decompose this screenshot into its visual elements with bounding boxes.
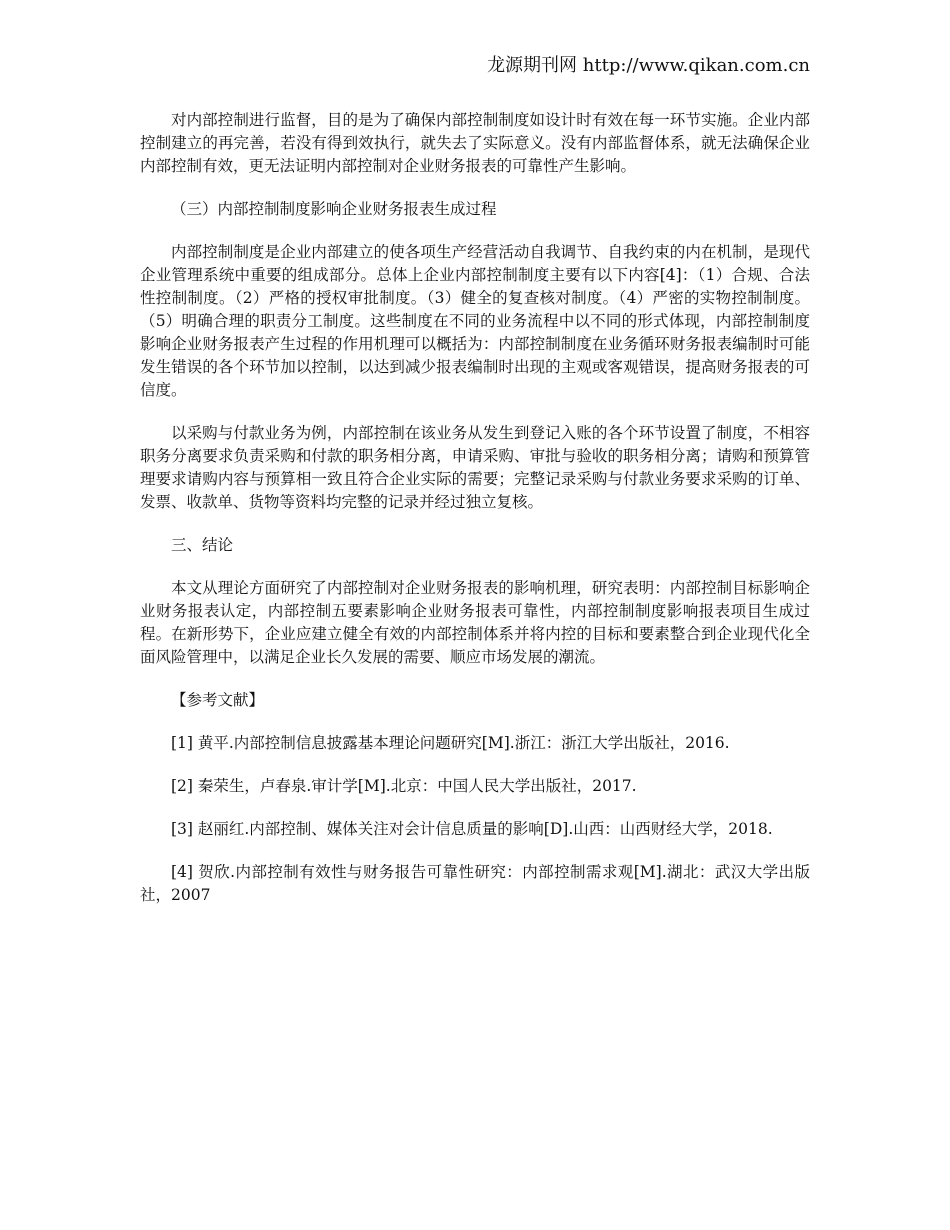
paragraph-conclusion: 本文从理论方面研究了内部控制对企业财务报表的影响机理，研究表明：内部控制目标影响企业财务报表认定，内部控制五要素影响企业财务报表可靠性，内部控制制度影响报表项目生成过程。在新形势下，企业应建立健全有效的内部控制体系并将内控的目标和要素整合到企业现代化全面风险管理中，以满足企业长久发展的需要、顺应市场发展的潮流。 <box>140 579 810 666</box>
paragraph-procurement-example: 以采购与付款业务为例，内部控制在该业务从发生到登记入账的各个环节设置了制度，不相容职务分离要求负责采购和付款的职务相分离，申请采购、审批与验收的职务相分离；请购和预算管理要求请购内容与预算相一致且符合企业实际的需要；完整记录采购与付款业务要求采购的订单、发票、收款单、货物等资料均完整的记录并经过独立复核。 <box>140 424 810 511</box>
section-heading-3: （三）内部控制制度影响企业财务报表生成过程 <box>171 200 497 218</box>
reference-item: [4] 贺欣.内部控制有效性与财务报告可靠性研究：内部控制需求观[M].湖北：武汉大学出版社，2007 <box>140 863 810 904</box>
paragraph-control-system: 内部控制制度是企业内部建立的使各项生产经营活动自我调节、自我约束的内在机制，是现代企业管理系统中重要的组成部分。总体上企业内部控制制度主要有以下内容[4]：（1）合规、合法性控制制度。（2）严格的授权审批制度。（3）健全的复查核对制度。（4）严密的实物控制制度。（5）明确合理的职责分工制度。这些制度在不同的业务流程中以不同的形式体现，内部控制制度影响企业财务报表产生过程的作用机理可以概括为：内部控制制度在业务循环财务报表编制时可能发生错误的各个环节加以控制，以达到减少报表编制时出现的主观或客观错误，提高财务报表的可信度。 <box>140 243 810 399</box>
header-brand: 龙源期刊网 <box>487 55 578 76</box>
references-title: 【参考文献】 <box>171 691 265 709</box>
reference-item: [2] 秦荣生，卢春泉.审计学[M].北京：中国人民大学出版社，2017. <box>171 777 637 795</box>
paragraph-supervision: 对内部控制进行监督，目的是为了确保内部控制制度如设计时有效在每一环节实施。企业内部控制建立的再完善，若没有得到效执行，就失去了实际意义。没有内部监督体系，就无法确保企业内部控制有效，更无法证明内部控制对企业财务报表的可靠性产生影响。 <box>140 111 810 175</box>
page-header <box>487 54 810 78</box>
section-heading-conclusion: 三、结论 <box>171 536 234 554</box>
reference-item: [3] 赵丽红.内部控制、媒体关注对会计信息质量的影响[D].山西：山西财经大学，2018. <box>171 820 773 838</box>
reference-item: [1] 黄平.内部控制信息披露基本理论问题研究[M].浙江：浙江大学出版社，2016. <box>171 734 730 752</box>
article-body <box>140 109 810 927</box>
header-url[interactable]: http://www.qikan.com.cn <box>582 55 810 76</box>
